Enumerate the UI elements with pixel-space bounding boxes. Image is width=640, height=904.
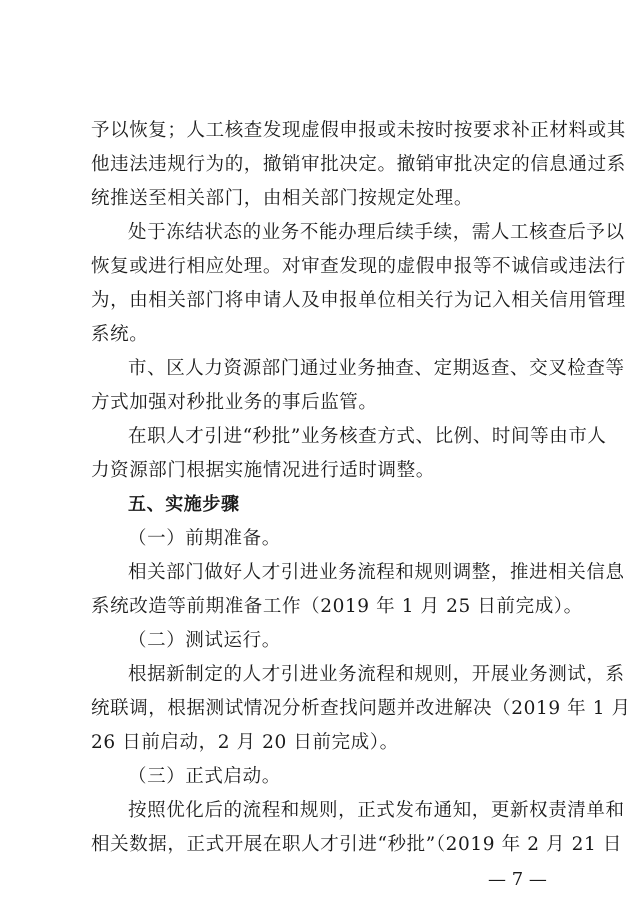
text-line: 系统改造等前期准备工作（2019 年 1 月 25 日前完成）。 bbox=[91, 596, 583, 617]
text-line: 处于冻结状态的业务不能办理后续手续，需人工核查后予以 bbox=[128, 222, 625, 243]
subsection-heading: （二）测试运行。 bbox=[128, 630, 281, 651]
text-line: 恢复或进行相应处理。对审查发现的虚假申报等不诚信或违法行 bbox=[91, 256, 626, 277]
text-line: 在职人才引进“秒批”业务核查方式、比例、时间等由市人 bbox=[128, 426, 607, 447]
text-line: 为，由相关部门将申请人及申报单位相关行为记入相关信用管理 bbox=[91, 290, 626, 311]
text-line: 相关部门做好人才引进业务流程和规则调整，推进相关信息 bbox=[128, 562, 625, 583]
text-line: 予以恢复；人工核查发现虚假申报或未按时按要求补正材料或其 bbox=[91, 120, 626, 141]
subsection-heading: （一）前期准备。 bbox=[128, 528, 281, 549]
subsection-heading: （三）正式启动。 bbox=[128, 766, 281, 787]
text-line: 方式加强对秒批业务的事后监管。 bbox=[91, 392, 378, 413]
text-line: 力资源部门根据实施情况进行适时调整。 bbox=[91, 460, 435, 481]
text-line: 根据新制定的人才引进业务流程和规则，开展业务测试，系 bbox=[128, 664, 625, 685]
text-line: 市、区人力资源部门通过业务抽查、定期返查、交叉检查等 bbox=[128, 358, 625, 379]
text-line: 他违法违规行为的，撤销审批决定。撤销审批决定的信息通过系 bbox=[91, 154, 626, 175]
page-number: — 7 — bbox=[488, 869, 547, 890]
text-line: 统推送至相关部门，由相关部门按规定处理。 bbox=[91, 188, 474, 209]
text-line: 系统。 bbox=[91, 324, 149, 345]
text-line: 相关数据，正式开展在职人才引进“秒批”（2019 年 2 月 21 日 bbox=[91, 834, 622, 855]
text-line: 26 日前启动，2 月 20 日前完成）。 bbox=[91, 732, 399, 753]
section-heading: 五、实施步骤 bbox=[128, 494, 240, 515]
text-line: 统联调，根据测试情况分析查找问题并改进解决（2019 年 1 月 bbox=[91, 698, 631, 719]
text-line: 按照优化后的流程和规则，正式发布通知，更新权责清单和 bbox=[128, 800, 625, 821]
